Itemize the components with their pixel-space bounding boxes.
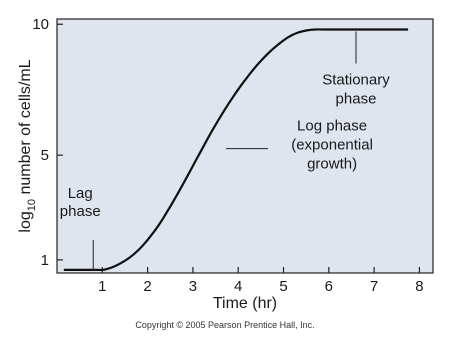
y-tick-label: 1 — [40, 251, 49, 269]
annotation-line: phase — [59, 202, 101, 220]
copyright-notice: Copyright © 2005 Pearson Prentice Hall, Inc. — [135, 320, 315, 330]
y-tick-label: 5 — [40, 147, 49, 165]
annotation-line: growth) — [307, 155, 358, 173]
x-tick-label: 1 — [98, 278, 107, 295]
annotation-line: phase — [335, 90, 377, 108]
x-tick-label: 8 — [415, 278, 424, 295]
y-axis-label — [17, 59, 38, 232]
x-tick-label: 6 — [324, 278, 333, 295]
x-tick-label: 4 — [234, 278, 243, 295]
annotation-line: Log phase — [297, 117, 368, 135]
x-axis-label: Time (hr) — [212, 295, 278, 312]
annotation-line: Lag — [67, 184, 93, 202]
annotation-line: Stationary — [322, 71, 390, 89]
y-tick-label: 10 — [32, 16, 49, 34]
x-tick-label: 7 — [369, 278, 379, 295]
annotation-line: (exponential — [291, 136, 373, 154]
y-axis-label-log: log — [17, 211, 34, 233]
y-axis-label-subscript: 10 — [26, 199, 38, 212]
x-tick-label: 2 — [143, 278, 152, 295]
y-axis-label-rest: number of cells/mL — [17, 59, 34, 199]
plot-area — [57, 19, 433, 273]
x-tick-label: 3 — [188, 278, 198, 295]
x-tick-label: 5 — [279, 278, 288, 295]
